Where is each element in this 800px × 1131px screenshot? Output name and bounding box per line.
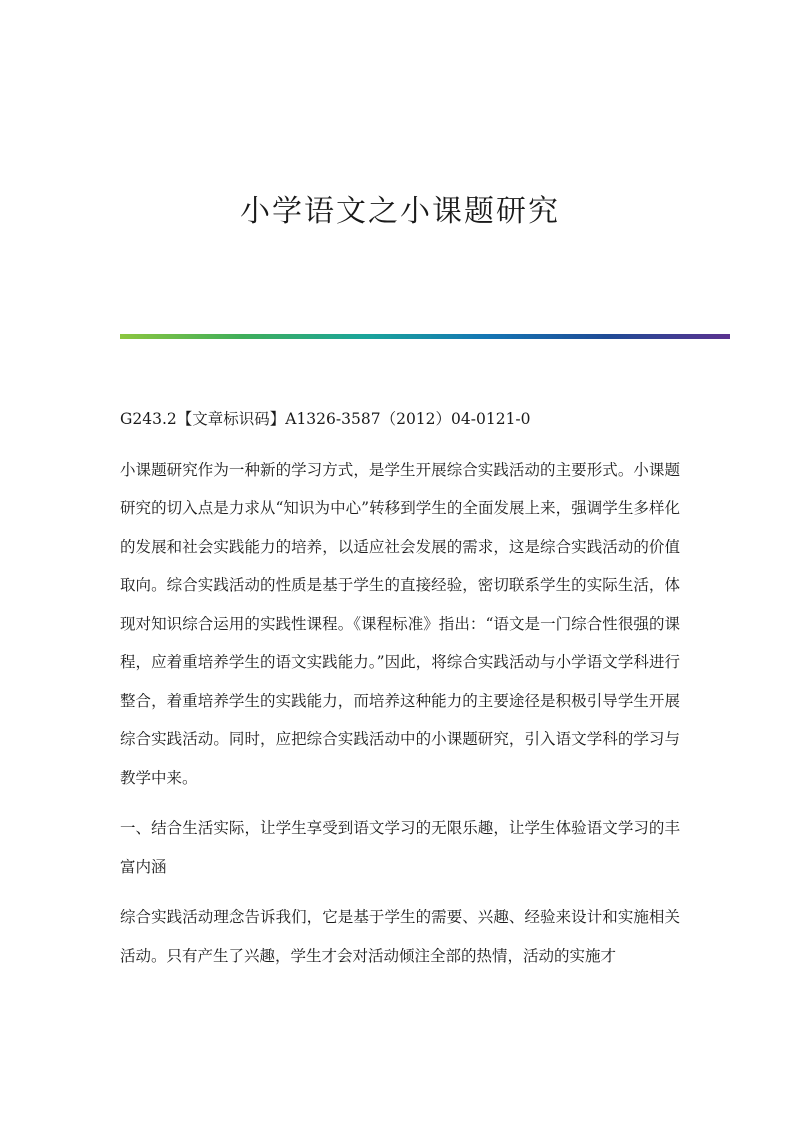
title-divider [120,334,730,339]
document-body [120,400,680,987]
intro-paragraph: 小课题研究作为一种新的学习方式，是学生开展综合实践活动的主要形式。小课题研究的切入点是力求从“知识为中心”转移到学生的全面发展上来，强调学生多样化的发展和社会实践能力的培养，以适应社会发展的需求，这是综合实践活动的价值取向。综合实践活动的性质是基于学生的直接经验，密切联系学生的实际生活，体现对知识综合运用的实践性课程。《课程标准》指出：“语文是一门综合性很强的课程，应着重培养学生的语文实践能力。”因此，将综合实践活动与小学语文学科进行整合，着重培养学生的实践能力，而培养这种能力的主要途径是积极引导学生开展综合实践活动。同时，应把综合实践活动中的小课题研究，引入语文学科的学习与教学中来。 [120,460,680,787]
article-identifier-line: G243.2【文章标识码】A1326-3587（2012）04-0121-0 [120,410,531,428]
section-paragraph: 综合实践活动理念告诉我们，它是基于学生的需要、兴趣、经验来设计和实施相关活动。只有产生了兴趣，学生才会对活动倾注全部的热情，活动的实施才 [120,908,680,965]
section-heading: 一、结合生活实际，让学生享受到语文学习的无限乐趣，让学生体验语文学习的丰富内涵 [120,819,680,876]
document-title: 小学语文之小课题研究 [240,194,560,229]
